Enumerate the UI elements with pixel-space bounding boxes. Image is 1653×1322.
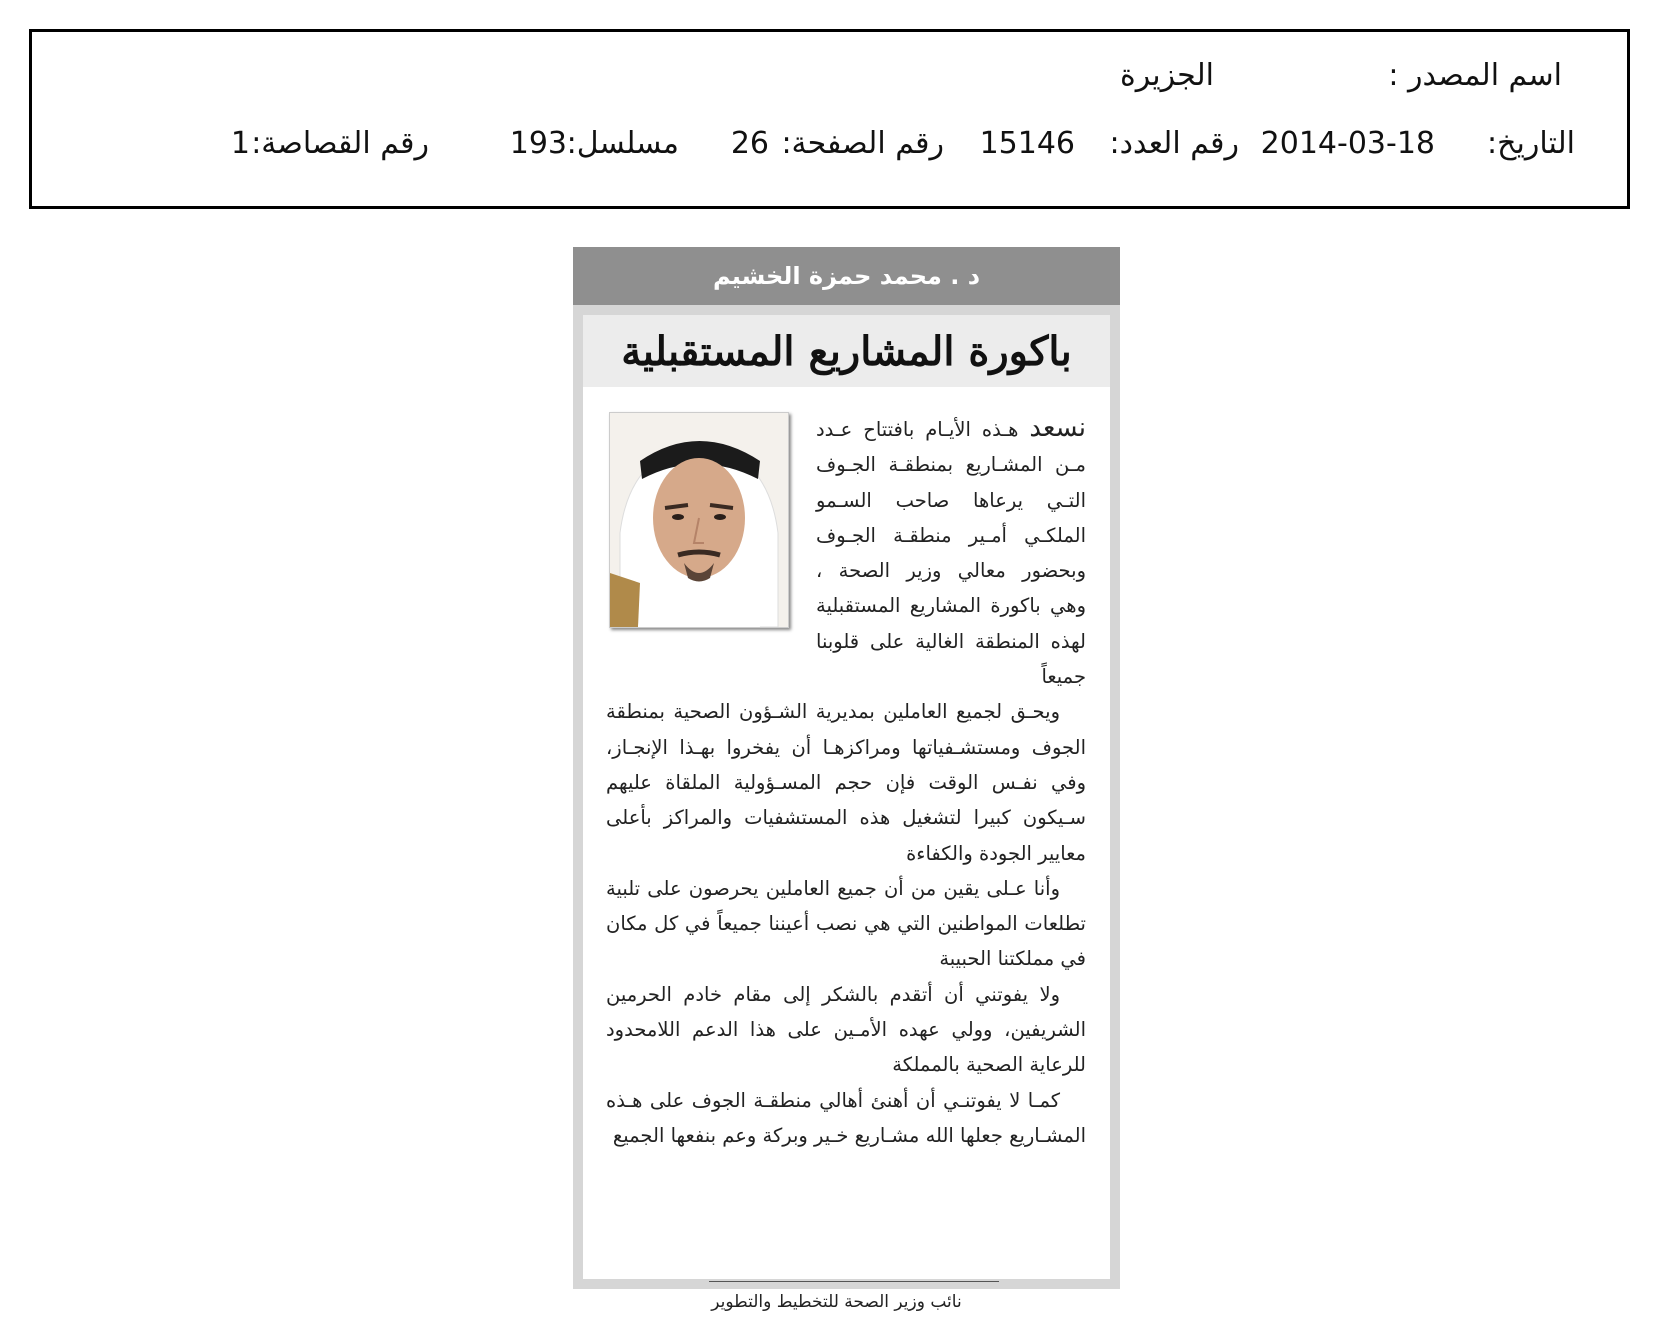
- clip-value: 1: [230, 126, 250, 161]
- serial-label: مسلسل:: [566, 126, 679, 161]
- signature-divider: [709, 1281, 999, 1282]
- page-value: 26: [730, 126, 769, 161]
- source-info-box: [29, 29, 1630, 209]
- paragraph-1: ويحـق لجميع العاملين بمديرية الشـؤون الصحية بمنطقة الجوف ومستشـفياتها ومراكزهـا أن يفخروا بهـذا الإنجـاز، وفي نفـس الوقت فإن حجم المسـؤولية الملقاة عليهم سـيكون كبيرا لتشغيل هذه المستشفيات والمراكز بأعلى معايير الجودة والكفاءة: [606, 700, 1086, 865]
- author-title: نائب وزير الصحة للتخطيط والتطوير: [711, 1292, 962, 1312]
- paragraph-3: ولا يفوتني أن أتقدم بالشكر إلى مقام خادم الحرمين الشريفين، وولي عهده الأمـين على هذا الدعم اللامحدود للرعاية الصحية بالمملكة: [606, 982, 1086, 1077]
- newspaper-clipping: [573, 247, 1120, 1312]
- serial-value: 193: [509, 126, 567, 161]
- paragraph-4: كمـا لا يفوتنـي أن أهنئ أهالي منطقـة الجوف على هـذه المشـاريع جعلها الله مشـاريع خـير وبركة وعم بنفعها الجميع: [606, 1088, 1086, 1147]
- article-panel: [583, 315, 1110, 1279]
- issue-value: 15146: [979, 126, 1075, 161]
- issue-label: رقم العدد:: [1109, 126, 1239, 161]
- lead-word: نسعد: [1029, 413, 1086, 443]
- page-label: رقم الصفحة:: [781, 126, 944, 161]
- article-body: [606, 411, 1086, 1153]
- clip-label: رقم القصاصة:: [251, 126, 429, 161]
- source-label: اسم المصدر :: [1388, 58, 1562, 93]
- source-value: الجزيرة: [1119, 58, 1214, 93]
- article-headline: باكورة المشاريع المستقبلية: [583, 315, 1110, 387]
- date-value: 2014-03-18: [1260, 126, 1435, 161]
- author-name: د . محمد حمزة الخشيم: [573, 247, 1120, 305]
- date-label: التاريخ:: [1487, 126, 1575, 161]
- paragraph-2: وأنا عـلى يقين من أن جميع العاملين يحرصون على تلبية تطلعات المواطنين التي هي نصب أعيننا جميعاً في كل مكان في مملكتنا الحبيبة: [606, 876, 1086, 971]
- intro-text: هـذه الأيـام بافتتاح عـدد مـن المشـاريع بمنطقـة الجـوف التـي يرعاها صاحب السـمو الملكـي أمـير منطقـة الجـوف وبحضور معالي وزير الصحة ، وهي باكورة المشاريع المستقبلية لهذه المنطقة الغالية على قلوبنا جميعاً: [816, 418, 1086, 689]
